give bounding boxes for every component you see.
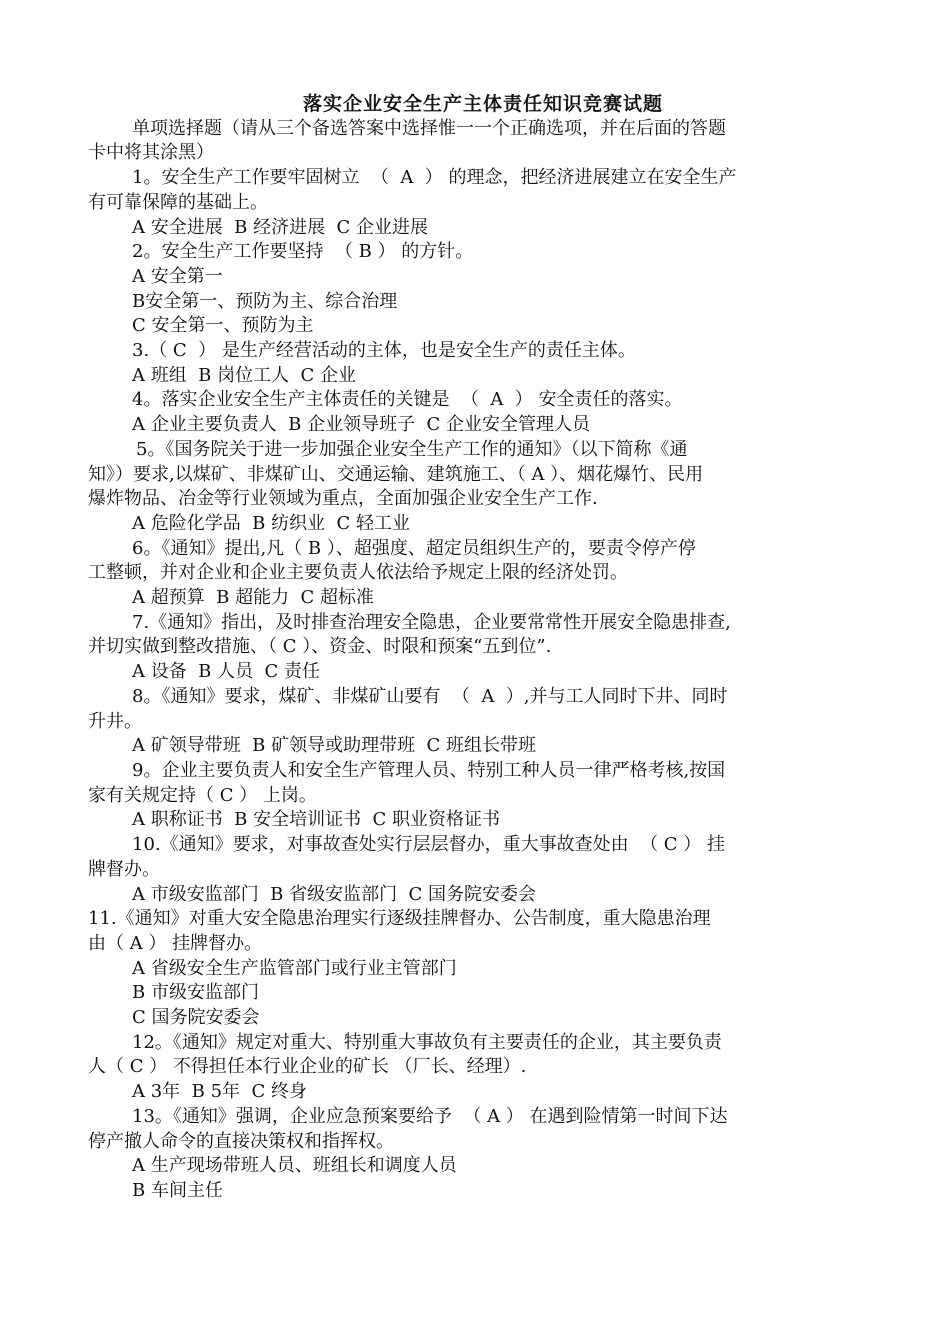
text-line: A 企业主要负责人 B 企业领导班子 C 企业安全管理人员 xyxy=(132,414,591,436)
document-title: 落实企业安全生产主体责任知识竞赛试题 xyxy=(302,93,663,115)
text-line: 人（ C ） 不得担任本行业企业的矿长 （厂长、经理）. xyxy=(88,1056,527,1078)
text-line: 7.《通知》指出，及时排查治理安全隐患，企业要常常性开展安全隐患排查, xyxy=(132,611,731,633)
text-line: 升井。 xyxy=(88,710,142,732)
text-line: 6。《通知》提出,凡（ B ）、超强度、超定员组织生产的，要责令停产停 xyxy=(132,537,696,559)
text-line: 由（ A ） 挂牌督办。 xyxy=(88,932,263,954)
text-line: 12。《通知》规定对重大、特别重大事故负有主要责任的企业，其主要负责 xyxy=(132,1031,722,1053)
text-line: C 安全第一、预防为主 xyxy=(132,315,314,337)
text-line: 1。安全生产工作要牢固树立 （ A ） 的理念，把经济进展建立在安全生产 xyxy=(132,167,737,189)
text-line: A 矿领导带班 B 矿领导或助理带班 C 班组长带班 xyxy=(132,735,537,757)
text-line: 9。企业主要负责人和安全生产管理人员、特别工种人员一律严格考核,按国 xyxy=(132,759,726,781)
text-line: A 安全进展 B 经济进展 C 企业进展 xyxy=(132,216,429,238)
text-line: B 市级安监部门 xyxy=(132,982,259,1004)
document-body xyxy=(88,117,878,1204)
text-line: B 车间主任 xyxy=(132,1179,223,1201)
text-line: 11.《通知》对重大安全隐患治理实行逐级挂牌督办、公告制度，重大隐患治理 xyxy=(88,908,711,930)
text-line: B安全第一、预防为主、综合治理 xyxy=(132,290,398,312)
text-line: 爆炸物品、冶金等行业领域为重点，全面加强企业安全生产工作. xyxy=(88,488,598,510)
text-line: A 危险化学品 B 纺织业 C 轻工业 xyxy=(132,512,411,534)
text-line: 10.《通知》要求，对事故查处实行层层督办，重大事故查处由 （ C ） 挂 xyxy=(132,834,726,856)
text-line: 2。安全生产工作要坚持 （ B ） 的方针。 xyxy=(132,241,474,263)
text-line: 工整顿，并对企业和企业主要负责人依法给予规定上限的经济处罚。 xyxy=(88,562,628,584)
text-line: A 市级安监部门 B 省级安监部门 C 国务院安委会 xyxy=(132,883,537,905)
text-line: C 国务院安委会 xyxy=(132,1007,260,1029)
text-line: A 安全第一 xyxy=(132,265,223,287)
text-line: A 生产现场带班人员、班组长和调度人员 xyxy=(132,1155,457,1177)
text-line: 单项选择题（请从三个备选答案中选择惟一一个正确选项，并在后面的答题 xyxy=(132,117,726,139)
text-line: 有可靠保障的基础上。 xyxy=(88,191,268,213)
text-line: 家有关规定持（ C ） 上岗。 xyxy=(88,784,317,806)
text-line: 并切实做到整改措施、（ C ）、资金、时限和预案“五到位”. xyxy=(88,636,552,658)
text-line: 5。《国务院关于进一步加强企业安全生产工作的通知》（以下简称《通 xyxy=(136,438,688,460)
text-line: 停产撤人命令的直接决策权和指挥权。 xyxy=(88,1130,394,1152)
text-line: A 设备 B 人员 C 责任 xyxy=(132,661,321,683)
text-line: A 班组 B 岗位工人 C 企业 xyxy=(132,364,357,386)
text-line: 3.（ C ） 是生产经营活动的主体，也是安全生产的责任主体。 xyxy=(132,340,636,362)
text-line: 牌督办。 xyxy=(88,858,160,880)
text-line: 卡中将其涂黑） xyxy=(88,142,214,164)
text-line: A 超预算 B 超能力 C 超标准 xyxy=(132,587,375,609)
document-page xyxy=(88,92,878,1204)
text-line: 8。《通知》要求，煤矿、非煤矿山要有 （ A ）,并与工人同时下井、同时 xyxy=(132,685,728,707)
text-line: 知》）要求,以煤矿、非煤矿山、交通运输、建筑施工、（ A ）、烟花爆竹、民用 xyxy=(88,463,704,485)
text-line: 13。《通知》强调，企业应急预案要给予 （ A ） 在遇到险情第一时间下达 xyxy=(132,1105,728,1127)
text-line: A 省级安全生产监管部门或行业主管部门 xyxy=(132,957,457,979)
text-line: 4。落实企业安全生产主体责任的关键是 （ A ） 安全责任的落实。 xyxy=(132,389,683,411)
text-line: A 职称证书 B 安全培训证书 C 职业资格证书 xyxy=(132,809,501,831)
text-line: A 3年 B 5年 C 终身 xyxy=(132,1081,307,1103)
